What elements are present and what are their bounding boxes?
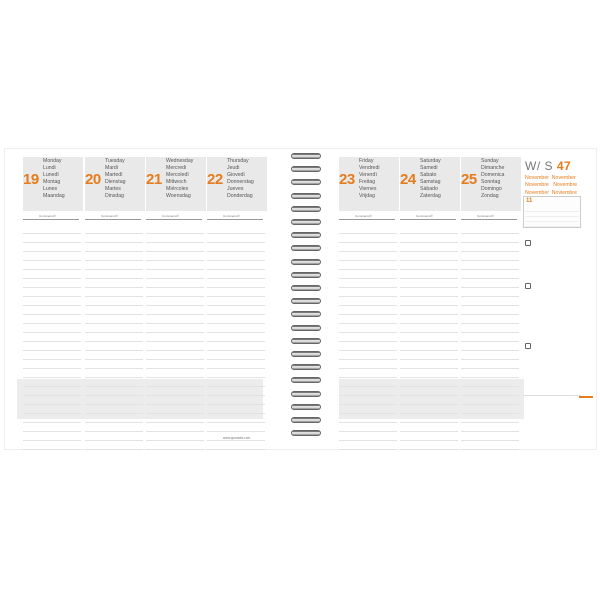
time-slot-line[interactable] [339,351,397,360]
time-slot-line[interactable] [339,405,397,414]
time-slot-line[interactable] [146,252,204,261]
time-slot-line[interactable] [339,369,397,378]
binding-ring [291,259,321,265]
day-names: Thursday Jeudi Giovedì Donnerstag Jueves Donderdag [227,158,254,200]
time-slots[interactable] [207,225,265,450]
time-slot-line[interactable] [207,306,265,315]
day-column-monday [23,157,83,218]
time-slot-line[interactable] [461,441,519,450]
time-slot-line[interactable] [146,333,204,342]
time-slot-line[interactable] [146,234,204,243]
time-slot-line[interactable] [339,279,397,288]
time-slot-line[interactable] [400,441,458,450]
commemo-line [461,213,517,220]
time-slot-line[interactable] [23,378,81,387]
time-slot-line[interactable] [339,414,397,423]
time-slot-line[interactable] [207,279,265,288]
time-slot-line[interactable] [207,360,265,369]
time-slot-line[interactable] [23,243,81,252]
time-slot-line[interactable] [146,243,204,252]
time-slot-line[interactable] [400,351,458,360]
day-names: Sunday Dimanche Domenica Sonntag Domingo Zondag [481,158,505,200]
binding-ring [291,311,321,317]
time-slot-line[interactable] [461,378,519,387]
time-slot-line[interactable] [400,234,458,243]
commemo-line [400,213,456,220]
time-slot-line[interactable] [400,414,458,423]
time-slot-line[interactable] [461,279,519,288]
time-slot-line[interactable] [400,378,458,387]
time-slot-line[interactable] [85,387,143,396]
binding-ring [291,272,321,278]
day-header [400,157,460,211]
time-slot-line[interactable] [400,324,458,333]
time-slot-line[interactable] [23,405,81,414]
time-slot-line[interactable] [146,396,204,405]
day-column-thursday [207,157,267,218]
time-slot-line[interactable] [23,270,81,279]
left-page [5,149,283,449]
time-slot-line[interactable] [400,315,458,324]
time-slot-line[interactable] [23,252,81,261]
time-slots[interactable] [400,225,458,450]
time-slot-line[interactable] [339,234,397,243]
time-slot-line[interactable] [146,279,204,288]
time-slot-line[interactable] [207,297,265,306]
time-slot-line[interactable] [146,351,204,360]
time-slot-line[interactable] [23,342,81,351]
commemo-line [339,213,395,220]
time-slot-line[interactable] [339,378,397,387]
time-slot-line[interactable] [400,297,458,306]
day-column-sunday [461,157,521,218]
binding-ring [291,338,321,344]
time-slot-line[interactable] [461,405,519,414]
day-names: Tuesday Mardi Martedì Dienstag Martes Dinsdag [105,158,126,200]
binding-ring [291,391,321,397]
time-slot-line[interactable] [23,297,81,306]
time-slot-line[interactable] [146,306,204,315]
time-slot-line[interactable] [461,414,519,423]
time-slot-line[interactable] [400,432,458,441]
time-slots[interactable] [85,225,143,450]
time-slot-line[interactable] [461,252,519,261]
time-slot-line[interactable] [207,234,265,243]
time-slot-line[interactable] [207,315,265,324]
day-header [207,157,267,211]
time-slot-line[interactable] [207,342,265,351]
commemo-label: Commemo® [162,214,179,218]
time-slot-line[interactable] [85,378,143,387]
time-slot-line[interactable] [339,432,397,441]
time-slot-line[interactable] [85,369,143,378]
day-names: Monday Lundi Lunedì Montag Lunes Maandag [43,158,65,200]
time-slot-line[interactable] [23,261,81,270]
day-names: Wednesday Mercredi Mercoledì Mittwoch Miércoles Woensdag [166,158,194,200]
time-slot-line[interactable] [461,351,519,360]
time-slot-line[interactable] [85,441,143,450]
time-slot-line[interactable] [207,288,265,297]
time-slot-line[interactable] [146,441,204,450]
time-slot-line[interactable] [23,315,81,324]
binding-ring [291,166,321,172]
time-slot-line[interactable] [85,270,143,279]
binding-ring [291,404,321,410]
time-slot-line[interactable] [339,423,397,432]
time-slot-line[interactable] [207,225,265,234]
time-slot-line[interactable] [207,378,265,387]
time-slot-line[interactable] [400,342,458,351]
day-header [339,157,399,211]
time-slots[interactable] [23,225,81,450]
time-slot-line[interactable] [400,423,458,432]
time-slot-line[interactable] [23,441,81,450]
time-slot-line[interactable] [339,342,397,351]
binding-ring [291,351,321,357]
spiral-binding [283,149,327,449]
time-slot-line[interactable] [461,423,519,432]
day-names: Friday Vendredi Venerdì Freitag Viernes Vrijdag [359,158,380,200]
time-slot-line[interactable] [400,225,458,234]
notes-divider [523,395,581,396]
day-names: Saturday Samedi Sabato Samstag Sábado Zaterdag [420,158,441,200]
time-slot-line[interactable] [85,333,143,342]
time-slot-line[interactable] [339,387,397,396]
time-slot-line[interactable] [400,261,458,270]
time-slot-line[interactable] [400,243,458,252]
time-slot-line[interactable] [400,360,458,369]
day-number: 24 [400,171,416,188]
binding-ring [291,298,321,304]
day-number: 23 [339,171,355,188]
day-column-saturday [400,157,460,218]
time-slots[interactable] [461,225,519,450]
time-slot-line[interactable] [207,423,265,432]
time-slot-line[interactable] [400,279,458,288]
time-slot-line[interactable] [339,441,397,450]
time-slot-line[interactable] [85,405,143,414]
time-slot-line[interactable] [85,315,143,324]
day-number: 19 [23,171,39,188]
time-slot-line[interactable] [146,405,204,414]
mini-calendar-month: 11 [526,198,533,204]
time-slot-line[interactable] [85,225,143,234]
time-slot-line[interactable] [146,378,204,387]
time-slot-line[interactable] [207,387,265,396]
time-slot-line[interactable] [400,369,458,378]
time-slot-line[interactable] [85,261,143,270]
time-slot-line[interactable] [461,225,519,234]
week-number-value: 47 [556,159,572,173]
day-number: 21 [146,171,162,188]
mini-calendar-row [525,222,579,227]
time-slot-line[interactable] [85,252,143,261]
time-slot-line[interactable] [207,369,265,378]
day-column-tuesday [85,157,145,218]
time-slot-line[interactable] [23,369,81,378]
time-slot-line[interactable] [207,243,265,252]
day-number: 25 [461,171,477,188]
note-icon [525,283,531,289]
time-slot-line[interactable] [339,306,397,315]
time-slot-line[interactable] [146,297,204,306]
time-slot-line[interactable] [461,288,519,297]
time-slot-line[interactable] [207,396,265,405]
time-slot-line[interactable] [461,306,519,315]
orange-tab [579,396,593,398]
time-slot-line[interactable] [146,387,204,396]
time-slot-line[interactable] [85,432,143,441]
binding-ring [291,206,321,212]
time-slot-line[interactable] [23,387,81,396]
binding-ring [291,377,321,383]
time-slot-line[interactable] [85,414,143,423]
time-slot-line[interactable] [85,360,143,369]
commemo-line [207,213,263,220]
time-slot-line[interactable] [207,414,265,423]
time-slot-line[interactable] [461,333,519,342]
time-slot-line[interactable] [85,306,143,315]
time-slot-line[interactable] [339,288,397,297]
commemo-label: Commemo® [223,214,240,218]
time-slot-line[interactable] [146,432,204,441]
commemo-line [146,213,202,220]
time-slot-line[interactable] [339,270,397,279]
time-slot-line[interactable] [85,324,143,333]
binding-ring [291,417,321,423]
time-slot-line[interactable] [339,315,397,324]
time-slot-line[interactable] [461,315,519,324]
time-slot-line[interactable] [85,243,143,252]
time-slot-line[interactable] [461,387,519,396]
time-slot-line[interactable] [400,270,458,279]
moon-phase-icon [525,240,531,246]
time-slot-line[interactable] [207,351,265,360]
time-slot-line[interactable] [207,333,265,342]
commemo-label: Commemo® [355,214,372,218]
time-slot-line[interactable] [146,414,204,423]
time-slot-line[interactable] [339,396,397,405]
time-slot-line[interactable] [23,432,81,441]
time-slot-line[interactable] [85,423,143,432]
time-slot-line[interactable] [400,333,458,342]
binding-ring [291,285,321,291]
time-slot-line[interactable] [400,252,458,261]
time-slot-line[interactable] [23,234,81,243]
time-slot-line[interactable] [85,234,143,243]
binding-ring [291,325,321,331]
time-slot-line[interactable] [146,360,204,369]
binding-ring [291,430,321,436]
time-slot-line[interactable] [339,297,397,306]
time-slots[interactable] [339,225,397,450]
time-slot-line[interactable] [400,288,458,297]
time-slot-line[interactable] [400,387,458,396]
binding-ring [291,193,321,199]
binding-ring [291,219,321,225]
time-slot-line[interactable] [339,360,397,369]
day-column-wednesday [146,157,206,218]
time-slot-line[interactable] [207,261,265,270]
time-slot-line[interactable] [461,297,519,306]
time-slot-line[interactable] [85,297,143,306]
day-header [146,157,206,211]
time-slot-line[interactable] [146,423,204,432]
task-icon [525,343,531,349]
time-slot-line[interactable] [339,225,397,234]
weekly-planner-spread [5,149,596,449]
time-slot-line[interactable] [207,405,265,414]
time-slot-line[interactable] [339,261,397,270]
time-slot-line[interactable] [461,369,519,378]
time-slot-line[interactable] [146,288,204,297]
time-slot-line[interactable] [339,243,397,252]
time-slot-line[interactable] [146,261,204,270]
time-slot-line[interactable] [23,414,81,423]
time-slot-line[interactable] [461,243,519,252]
mini-calendar [523,196,581,228]
day-header [85,157,145,211]
day-header [461,157,521,211]
time-slot-line[interactable] [207,270,265,279]
time-slot-line[interactable] [207,252,265,261]
time-slot-line[interactable] [400,396,458,405]
commemo-label: Commemo® [416,214,433,218]
time-slot-line[interactable] [146,324,204,333]
week-number [525,159,571,173]
month-names: November November Novembre Novembre November Noviembre [525,175,578,196]
right-page [327,149,596,449]
time-slot-line[interactable] [461,234,519,243]
time-slot-line[interactable] [207,441,265,450]
time-slot-line[interactable] [23,279,81,288]
commemo-line [85,213,141,220]
time-slot-line[interactable] [23,351,81,360]
binding-ring [291,179,321,185]
time-slot-line[interactable] [23,360,81,369]
time-slot-line[interactable] [461,324,519,333]
time-slot-line[interactable] [461,432,519,441]
time-slot-line[interactable] [461,261,519,270]
time-slot-line[interactable] [461,270,519,279]
time-slot-line[interactable] [461,342,519,351]
commemo-label: Commemo® [39,214,56,218]
time-slot-line[interactable] [146,342,204,351]
time-slot-line[interactable] [23,423,81,432]
time-slot-line[interactable] [23,306,81,315]
day-header [23,157,83,211]
commemo-label: Commemo® [477,214,494,218]
time-slot-line[interactable] [400,405,458,414]
time-slot-line[interactable] [461,396,519,405]
day-number: 22 [207,171,223,188]
footer-url: www.quovadis.com [223,436,251,440]
time-slot-line[interactable] [23,396,81,405]
time-slot-line[interactable] [339,333,397,342]
commemo-line [23,213,79,220]
day-column-friday [339,157,399,218]
time-slot-line[interactable] [207,324,265,333]
time-slot-line[interactable] [339,252,397,261]
binding-ring [291,245,321,251]
time-slot-line[interactable] [146,270,204,279]
time-slot-line[interactable] [23,288,81,297]
time-slot-line[interactable] [85,396,143,405]
binding-ring [291,153,321,159]
time-slot-line[interactable] [85,351,143,360]
binding-ring [291,232,321,238]
time-slot-line[interactable] [146,315,204,324]
time-slot-line[interactable] [146,369,204,378]
time-slot-line[interactable] [146,225,204,234]
time-slot-line[interactable] [85,342,143,351]
time-slot-line[interactable] [85,288,143,297]
time-slot-line[interactable] [23,324,81,333]
time-slots[interactable] [146,225,204,450]
commemo-label: Commemo® [101,214,118,218]
time-slot-line[interactable] [339,324,397,333]
week-prefix: W/ S [525,159,553,173]
time-slot-line[interactable] [461,360,519,369]
day-number: 20 [85,171,101,188]
time-slot-line[interactable] [85,279,143,288]
binding-ring [291,364,321,370]
time-slot-line[interactable] [23,225,81,234]
time-slot-line[interactable] [400,306,458,315]
time-slot-line[interactable] [23,333,81,342]
